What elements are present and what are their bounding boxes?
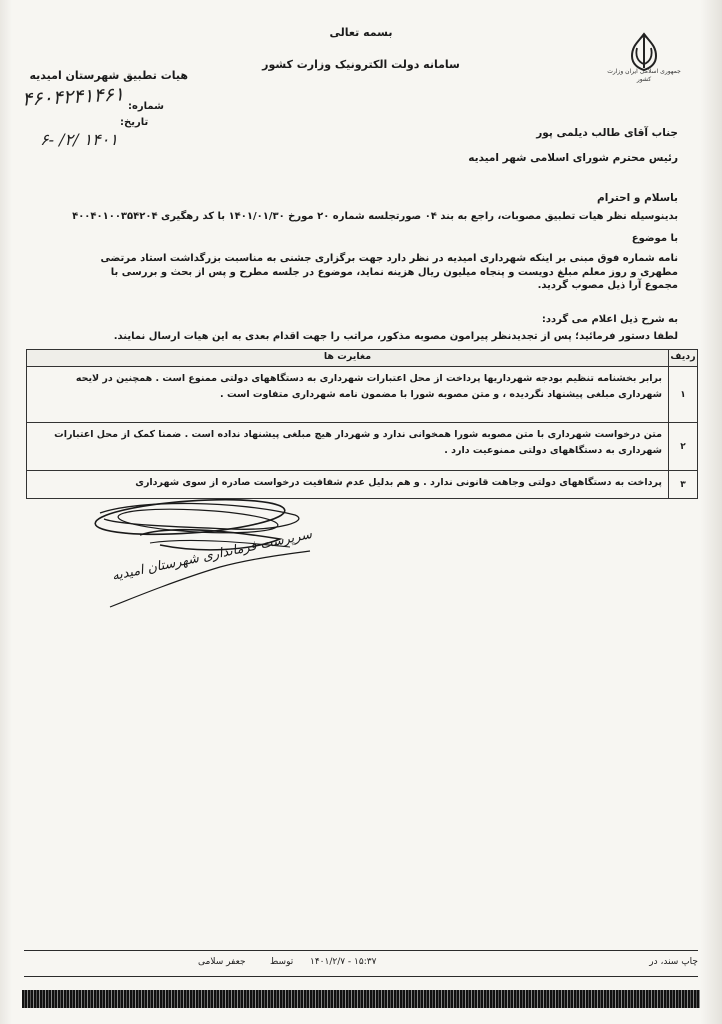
emblem-caption: جمهوری اسلامی ایران وزارت کشور — [607, 68, 681, 83]
department-name: هیات تطبیق شهرستان امیدیه — [29, 69, 188, 82]
request-line: لطفا دستور فرمائید؛ پس از تجدیدنظر پیرامون مصوبه مذکور، مراتب را جهت اقدام بعدی به این هیات ارسال نمایند. — [113, 331, 678, 342]
footer-rule-top — [24, 950, 698, 951]
number-label: شماره: — [128, 101, 164, 112]
row-number: ۱ — [669, 367, 698, 423]
printed-by-name: جعفر سلامی — [198, 957, 246, 967]
subject-label: با موضوع — [631, 233, 678, 244]
greeting: باسلام و احترام — [597, 192, 678, 204]
recipient-name: جناب آقای طالب دیلمی پور — [536, 127, 678, 139]
handwritten-signature-title: سرپرست فرمانداری شهرستان امیدیه — [110, 526, 314, 585]
table-header-row — [27, 350, 698, 367]
printed-by-label: توسط — [270, 957, 294, 967]
print-label: چاپ سند، در — [649, 957, 698, 967]
basmala: بسمه تعالی — [329, 26, 393, 39]
row-text: پرداخت به دستگاههای دولتی وجاهت قانونی ندارد . و هم بدلیل عدم شفافیت درخواست صادره از سوی شهرداری — [27, 471, 669, 499]
table-row — [27, 367, 698, 423]
column-header-row-number: ردیف — [669, 350, 698, 367]
column-header-conflicts: مغایرت ها — [27, 350, 669, 367]
date-label: تاریخ: — [120, 117, 149, 128]
handwritten-date: ۶- /۲/ ۱۴۰۱ — [40, 130, 118, 149]
subject-text: نامه شماره فوق مبنی بر اینکه شهرداری امیدیه در نظر دارد جهت برگزاری جشنی به مناسبت بزرگداشت استاد مرتضی مطهری و روز معلم مبلغ دویست و پنجاه میلیون ریال هزینه نماید، موضوع در جلسه مطرح و پس از بحث و بررسی با مجموع آرا ذیل مصوب گردید. — [100, 253, 678, 291]
handwritten-letter-number: ۴۶۰۴۲۴۱۴۶۱ — [21, 83, 125, 111]
system-title: سامانه دولت الکترونیک وزارت کشور — [262, 58, 460, 71]
table-row — [27, 423, 698, 471]
row-number: ۳ — [669, 471, 698, 499]
intro-line: بدینوسیله نظر هیات تطبیق مصوبات، راجع به بند ۰۴ صورتجلسه شماره ۲۰ مورخ ۱۴۰۱/۰۱/۳۰ با کد رهگیری ۴۰۰۴۰۱۰۰۳۵۴۲۰۴ — [72, 211, 678, 222]
row-number: ۲ — [669, 423, 698, 471]
scan-barcode-strip — [22, 990, 700, 1008]
conflicts-table — [26, 349, 698, 499]
print-datetime: ۱۴۰۱/۲/۷ - ۱۵:۳۷ — [310, 957, 377, 967]
recipient-title: رئیس محترم شورای اسلامی شهر امیدیه — [468, 152, 678, 164]
row-text: متن درخواست شهرداری با متن مصوبه شورا همخوانی ندارد و شهردار هیچ مبلغی پیشنهاد نداده است . ضمنا کمک از محل اعتبارات شهرداری به دستگاههای دولتی ممنوعیت دارد . — [27, 423, 669, 471]
announce-line: به شرح ذیل اعلام می گردد: — [541, 314, 678, 325]
row-text: برابر بخشنامه تنظیم بودجه شهرداریها پرداخت از محل اعتبارات شهرداری به دستگاههای دولتی ممنوع است . همچنین در لایحه شهرداری مبلغی پیشنهاد نگردیده ، و متن مصوبه شورا با مضمون نامه شهرداری متفاوت است . — [27, 367, 669, 423]
footer-rule-bottom — [24, 976, 698, 977]
